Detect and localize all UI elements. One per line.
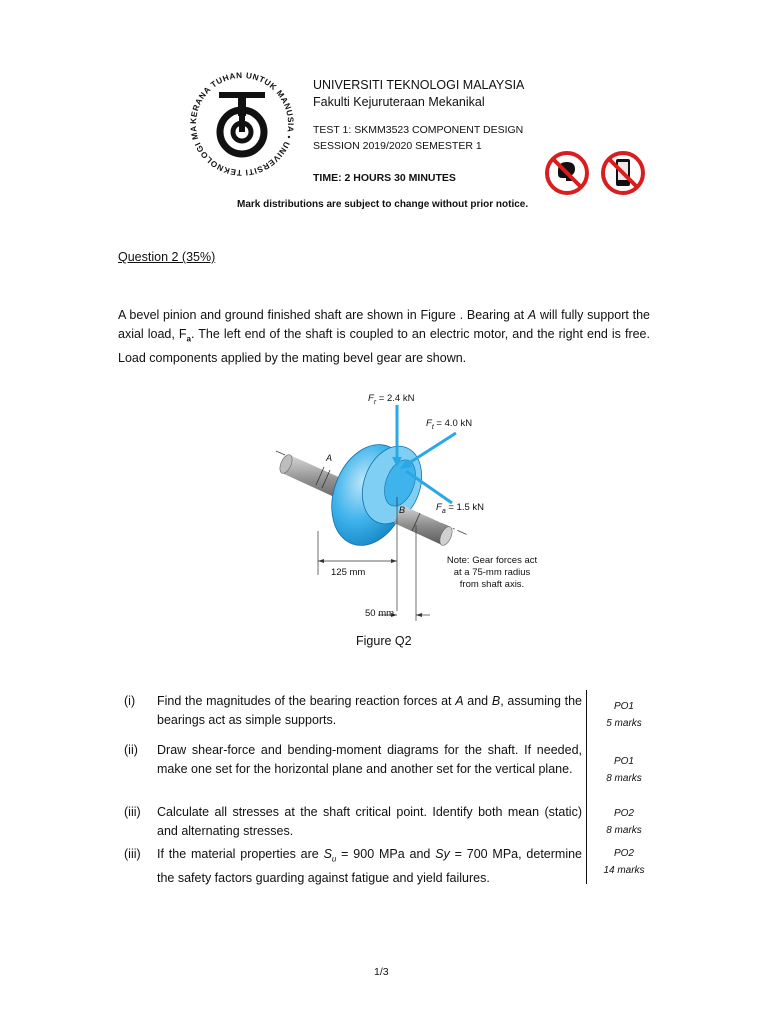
fa-label: $F_a = 1.5$ kN: [436, 502, 485, 515]
session-label: SESSION 2019/2020 SEMESTER 1: [313, 140, 482, 152]
faculty-name: Fakulti Kejuruteraan Mekanikal: [313, 95, 485, 109]
dim-50-label: 50 mm: [365, 608, 395, 619]
ft-label: $F_t = 4.0$ kN: [426, 418, 473, 431]
force-fr-arrow: [392, 405, 402, 467]
figure-caption: Figure Q2: [356, 634, 412, 648]
part-number: (i): [124, 694, 136, 708]
no-sound-icon: [544, 150, 590, 196]
part-ii-marks: PO1 8 marks: [606, 756, 642, 784]
fr-label: $F_r = 2.4$ kN: [368, 393, 415, 406]
part-i: [118, 692, 588, 732]
part-iv: [118, 845, 588, 885]
university-logo: [186, 68, 298, 180]
part-iii-marks: PO2 8 marks: [606, 808, 642, 836]
part-number: (iii): [124, 847, 141, 861]
page-number: 1/3: [374, 966, 389, 978]
university-name: UNIVERSITI TEKNOLOGI MALAYSIA: [313, 78, 525, 92]
part-number: (ii): [124, 743, 138, 757]
gear-force-note: Note: Gear forces act at a 75-mm radius from shaft axis.: [446, 555, 538, 590]
part-iii: [118, 803, 588, 843]
bevel-gear-figure: [260, 385, 560, 625]
part-text: Calculate all stresses at the shaft critical point. Identify both mean (static) and alternating stresses.: [157, 805, 582, 838]
part-text: Draw shear-force and bending-moment diagrams for the shaft. If needed, make one set for the horizontal plane and another set for the vertical plane.: [157, 743, 582, 776]
no-phone-icon: [600, 150, 646, 196]
question-title: Question 2 (35%): [118, 250, 216, 264]
part-ii: [118, 741, 588, 799]
part-i-marks: PO1 5 marks: [606, 701, 642, 729]
test-title: TEST 1: SKMM3523 COMPONENT DESIGN: [313, 124, 524, 136]
part-iv-marks: PO2 14 marks: [603, 848, 645, 876]
bevel-gear: [318, 434, 432, 556]
dim-125-label: 125 mm: [331, 567, 366, 578]
point-b-label: B: [399, 505, 406, 515]
exam-time: TIME: 2 HOURS 30 MINUTES: [313, 172, 456, 184]
point-a-label: A: [326, 453, 333, 463]
question-intro: A bevel pinion and ground finished shaft are shown in Figure . Bearing at A will fully support the axial load, $F_a$. The left end of the shaft is coupled to an electric motor, and the right end is free. Load components applied by the mating bevel gear are shown.: [118, 308, 650, 365]
part-text: If the material properties are $S_u = 900$ MPa and Sy = 700 MPa, determine the safety factors guarding against fatigue and yield failures.: [157, 847, 583, 885]
part-text: Find the magnitudes of the bearing reaction forces at A and B, assuming the bearings act as simple supports.: [157, 694, 582, 727]
part-number: (iii): [124, 805, 141, 819]
figure-ref: Figure: [420, 308, 456, 322]
mark-notice: Mark distributions are subject to change without prior notice.: [237, 199, 529, 210]
logo-ring-text: KERANA TUHAN UNTUK MANUSIA • UNIVERSITI TEKNOLOGI MA: [188, 70, 296, 178]
